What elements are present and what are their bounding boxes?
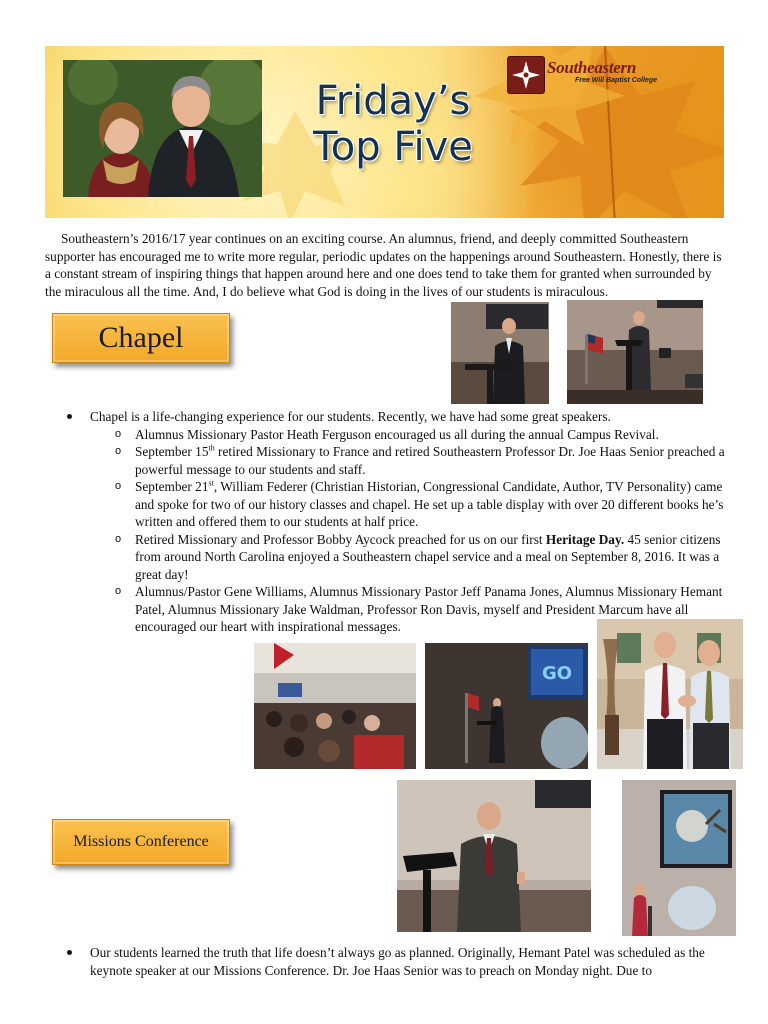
sub-item-text: Alumnus/Pastor Gene Williams, Alumnus Missionary Pastor Jeff Panama Jones, Alumnus Missionary Hemant Patel, Alumnus Missionary Jake Waldman, Professor Ron Davis, myself and President Marcum have all encouraged our heart with inspirational messages. (135, 584, 723, 634)
sub-bullet-icon: o (115, 585, 122, 597)
chapel-sub-item (45, 478, 725, 531)
chapel-sub-item (45, 426, 725, 444)
banner-title-line2: Top Five (313, 124, 473, 170)
sub-item-sup: st (208, 478, 214, 488)
missions-bullet (45, 944, 725, 979)
missions-screen-photo (622, 780, 736, 936)
sub-item-text-pre: Retired Missionary and Professor Bobby Aycock preached for us on our first (135, 531, 546, 547)
chapel-speaker-photo-2 (567, 300, 703, 404)
compass-star-icon (507, 56, 545, 94)
logo-name: Southeastern (547, 58, 636, 77)
couple-photo (63, 60, 262, 197)
chapel-sub-item (45, 531, 725, 584)
go-screen-text: GO (541, 663, 573, 684)
missions-conference-section-label: Missions Conference (52, 819, 230, 865)
bullet-icon (67, 950, 72, 955)
chapel-go-photo (425, 643, 588, 769)
missions-list (45, 944, 725, 979)
missions-bullet-text: Our students learned the truth that life doesn’t always go as planned. Originally, Hemant Patel was scheduled as the keynote speaker at our Missions Conference. Dr. Joe Haas Senior was to preach on Monday night. Due to (90, 945, 705, 978)
chapel-speaker-photo-1 (451, 302, 549, 404)
heritage-day-bold: Heritage Day. (545, 531, 625, 547)
intro-paragraph: Southeastern’s 2016/17 year continues on an exciting course. An alumnus, friend, and deeply committed Southeastern supporter has encouraged me to write more regular, periodic updates on the happenings around Southeastern. Honestly, there is a constant stream of inspiring things that happen around here and one does tend to take them for granted when surrounded by the miraculous all the time. And, I do believe what God is doing in the lives of our students is miraculous. (45, 231, 722, 299)
sub-item-text: Alumnus Missionary Pastor Heath Ferguson encouraged us all during the annual Campus Revival. (135, 426, 659, 442)
sub-bullet-icon: o (115, 427, 122, 440)
missions-speaker-photo (397, 780, 591, 932)
sub-bullet-icon: o (115, 445, 122, 457)
handshake-photo (597, 619, 743, 769)
sub-item-text-pre: September 21 (135, 479, 209, 494)
sub-item-text-post: retired Missionary to France and retired Southeastern Professor Dr. Joe Haas Senior preached a powerful message to our students and staff. (135, 444, 725, 477)
sub-item-sup: th (208, 443, 215, 453)
banner-title-line1: Friday’s (315, 78, 471, 124)
sub-item-text-post: 45 senior citizens from around North Carolina enjoyed a Southeastern chapel service and a meal on September 8, 2016. It was a great day! (135, 531, 721, 582)
sub-item-text-pre: September 15 (135, 444, 209, 459)
chapel-audience-photo (254, 643, 416, 769)
sub-bullet-icon: o (115, 480, 122, 492)
header-banner (45, 46, 724, 218)
chapel-bullet (45, 408, 725, 426)
bullet-icon (67, 414, 72, 419)
sub-bullet-icon: o (115, 532, 122, 545)
banner-title (308, 78, 478, 170)
logo-subtitle: Free Will Baptist College (575, 77, 658, 84)
chapel-section-label: Chapel (52, 313, 230, 363)
sub-item-text-post: , William Federer (Christian Historian, Congressional Candidate, Author, TV Personality) came and spoke for two of our history classes and chapel. He set up a table display with over 20 different books he’s written and offered them to our students at half price. (135, 479, 724, 529)
southeastern-logo (507, 56, 707, 98)
chapel-bullet-text: Chapel is a life-changing experience for our students. Recently, we have had some great speakers. (90, 409, 611, 424)
chapel-sub-item (45, 443, 725, 478)
chapel-list (45, 408, 725, 636)
